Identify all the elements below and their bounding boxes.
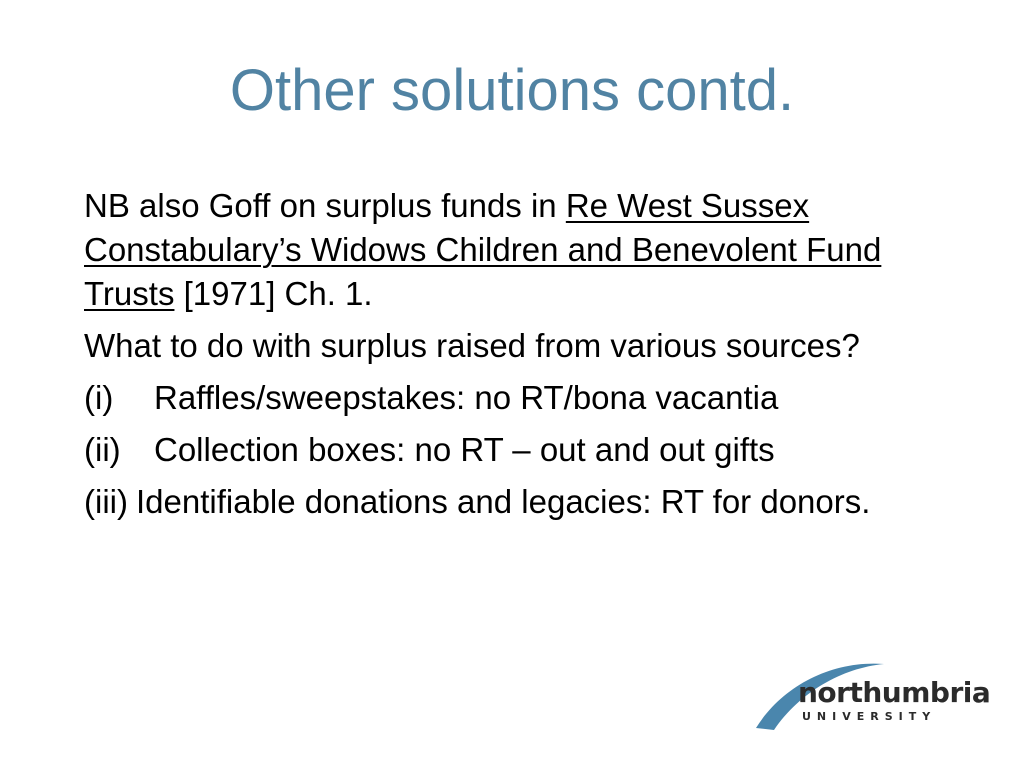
list-item — [84, 376, 974, 420]
list-item-number: (i) — [84, 379, 114, 416]
slide-title: Other solutions contd. — [229, 58, 795, 123]
logo-subtitle: UNIVERSITY — [802, 710, 937, 723]
slide-body — [84, 184, 974, 532]
intro-paragraph — [84, 184, 974, 316]
case-reference: Re West Sussex Constabulary’s Widows Children and Benevolent Fund Trusts — [84, 187, 882, 312]
list-item — [84, 480, 974, 524]
list-item-text: Collection boxes: no RT – out and out gifts — [154, 431, 775, 468]
question-paragraph: What to do with surplus raised from various sources? — [84, 327, 860, 364]
list-item-text: Raffles/sweepstakes: no RT/bona vacantia — [154, 379, 779, 416]
list-item-text: Identifiable donations and legacies: RT for donors. — [135, 483, 871, 520]
list-item-number: (ii) — [84, 431, 121, 468]
list-item-number: (iii) — [84, 483, 128, 520]
northumbria-logo — [752, 656, 991, 732]
intro-lead: NB also Goff on surplus funds in — [84, 187, 566, 224]
case-citation: [1971] Ch. 1. — [174, 275, 373, 312]
list-item — [84, 428, 974, 472]
logo-wordmark: northumbria — [798, 676, 991, 709]
